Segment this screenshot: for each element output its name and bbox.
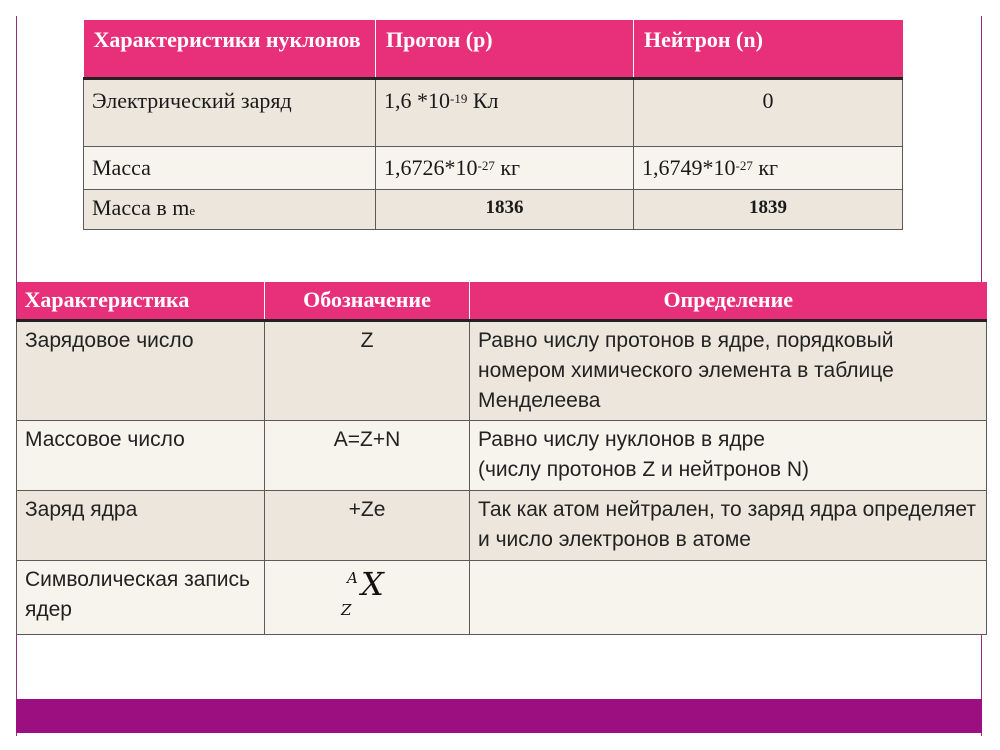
row-name: Символическая запись ядер [17, 560, 265, 634]
table-row [84, 78, 903, 146]
row-name: Зарядовое число [17, 320, 265, 420]
row-definition: Равно числу протонов в ядре, порядковый номером химического элемента в таблице Менделеева [470, 320, 987, 420]
row-symbol: +Ze [265, 490, 470, 560]
neutron-charge: 0 [634, 78, 903, 146]
neutron-mass: $1,6749*10^{-27}$ кг [634, 146, 903, 189]
table-row [84, 189, 903, 229]
row-label: Масса [84, 146, 376, 189]
table-row [17, 560, 987, 634]
row-label: Электрический заряд [84, 78, 376, 146]
bottom-bar [16, 699, 982, 733]
header-characteristics: Характеристики нуклонов [84, 20, 376, 78]
row-definition [470, 560, 987, 634]
row-symbol: Z [265, 320, 470, 420]
row-symbol: A=Z+N [265, 420, 470, 490]
row-label: Масса в $m_e$ [84, 189, 376, 229]
nucleus-symbol-formula: A Z X [341, 564, 384, 619]
row-definition: Равно числу нуклонов в ядре (числу протонов Z и нейтронов N) [470, 420, 987, 490]
header-neutron: Нейтрон (n) [634, 20, 903, 78]
header-definition: Определение [470, 282, 987, 320]
nucleus-table [16, 282, 987, 635]
table-row [17, 420, 987, 490]
header-characteristic: Характеристика [17, 282, 265, 320]
proton-mass-me: 1836 [376, 189, 634, 229]
row-name: Массовое число [17, 420, 265, 490]
nucleus-table-header [17, 282, 987, 320]
nucleon-table [83, 20, 903, 230]
proton-mass: $1,6726*10^{-27}$ кг [376, 146, 634, 189]
neutron-mass-me: 1839 [634, 189, 903, 229]
row-definition: Так как атом нейтрален, то заряд ядра определяет и число электронов в атоме [470, 490, 987, 560]
header-proton: Протон (p) [376, 20, 634, 78]
table-row [84, 146, 903, 189]
table-row [17, 490, 987, 560]
row-name: Заряд ядра [17, 490, 265, 560]
proton-charge: 1,6 $*10^{-19}$ Кл [376, 78, 634, 146]
table-row [17, 320, 987, 420]
row-symbol [265, 560, 470, 634]
nucleon-table-header [84, 20, 903, 78]
header-symbol: Обозначение [265, 282, 470, 320]
